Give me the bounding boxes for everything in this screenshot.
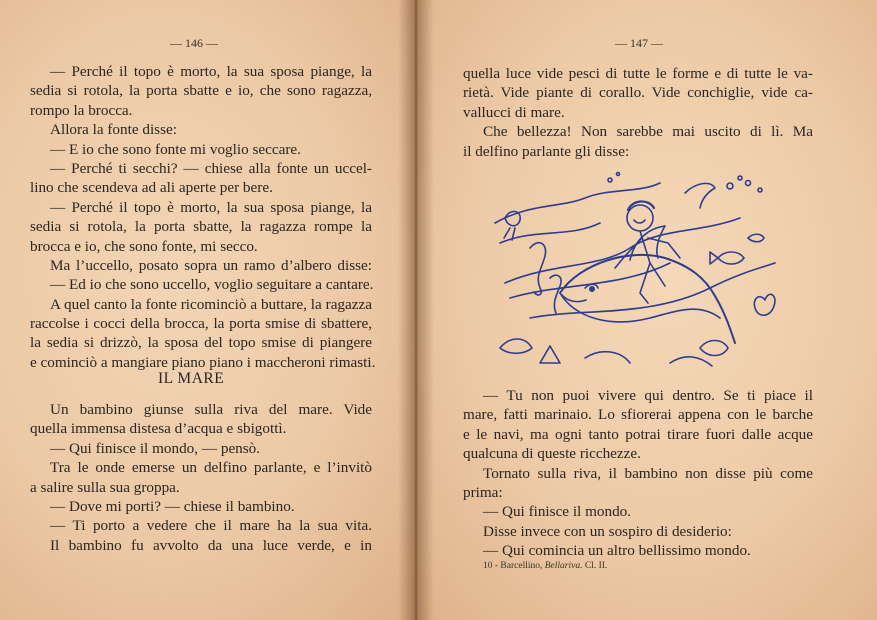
dolphin-illustration <box>490 168 780 373</box>
right-page-text-top <box>463 64 813 161</box>
text-line: Tornato sulla riva, il bambino non disse più come <box>483 464 813 482</box>
page-number-left: — 146 — <box>170 36 218 50</box>
text-line: — Perché ti secchi? — chiese alla fonte un uccel- <box>50 159 372 177</box>
text-line: Allora la fonte disse: <box>50 121 177 139</box>
text-line: a salire sulla sua groppa. <box>30 478 180 496</box>
text-line: raccolse i cocci della brocca, la porta smise di sbattere, <box>30 315 372 333</box>
text-line: Che bellezza! Non sarebbe mai uscito di lì. Ma <box>483 123 813 141</box>
page-number-right: — 147 — <box>615 36 663 50</box>
page-footer <box>483 561 607 571</box>
text-line: Un bambino giunse sulla riva del mare. Vide <box>50 401 372 418</box>
footer-title: Bellariva. <box>544 561 583 571</box>
text-line: — Qui finisce il mondo. <box>483 503 632 521</box>
footer-class: Cl. II. <box>584 561 608 571</box>
left-page-text-bottom <box>30 400 372 555</box>
section-heading: IL MARE <box>158 370 225 387</box>
book-gutter <box>398 0 434 620</box>
text-line: A quel canto la fonte ricominciò a buttare, la ragazza <box>50 295 372 313</box>
text-line: Ma l’uccello, posato sopra un ramo d’albero disse: <box>50 256 372 274</box>
text-line: — Qui finisce il mondo, — pensò. <box>50 439 261 457</box>
text-line: sedia si rotola, la porta sbatte, la ragazza rompe la <box>30 218 372 236</box>
text-line: — Perché il topo è morto, la sua sposa piange, la <box>50 63 372 80</box>
left-page <box>0 0 415 620</box>
text-line: quella immensa distesa d’acqua e sbigottì. <box>30 420 287 438</box>
text-line: Disse invece con un sospiro di desiderio: <box>483 522 732 540</box>
text-line: la sedia si drizzò, la sposa del topo smise di piangere <box>30 334 372 352</box>
text-line: e cominciò a mangiare piano piano i maccheroni rimasti. <box>30 353 376 371</box>
text-line: prima: <box>463 483 503 501</box>
text-line: — Perché il topo è morto, la sua sposa piange, la <box>50 198 372 216</box>
text-line: — Qui comincia un altro bellissimo mondo. <box>483 542 751 560</box>
text-line: — Ed io che sono uccello, voglio seguitare a cantare. <box>50 276 374 294</box>
text-line: e le navi, ma ogni tanto potrai tirare fuori dalle acque <box>463 425 813 443</box>
text-line: — Dove mi porti? — chiese il bambino. <box>50 497 295 515</box>
text-line: il delfino parlante gli disse: <box>463 142 630 160</box>
text-line: — E io che sono fonte mi voglio seccare. <box>50 140 301 158</box>
text-line: qualcuna di queste ricchezze. <box>463 445 641 463</box>
text-line: Il bambino fu avvolto da una luce verde, e in <box>50 536 372 554</box>
text-line: rompo la brocca. <box>30 101 133 119</box>
text-line: — Tu non puoi vivere qui dentro. Se ti piace il <box>483 387 813 404</box>
text-line: quella luce vide pesci di tutte le forme e di tutte le va- <box>463 65 813 82</box>
text-line: vallucci di mare. <box>463 103 565 121</box>
text-line: — Ti porto a vedere che il mare ha la sua vita. <box>50 517 372 535</box>
text-line: rietà. Vide piante di corallo. Vide conchiglie, vide ca- <box>463 84 813 102</box>
footer-author: 10 - Barcellino, <box>483 561 543 571</box>
text-line: brocca e io, che sono fonte, mi secco. <box>30 237 258 255</box>
right-page-text-bottom <box>463 386 813 561</box>
text-line: Tra le onde emerse un delfino parlante, e l’invitò <box>50 459 372 477</box>
text-line: lino che scendeva ad ali aperte per bere. <box>30 179 273 197</box>
left-page-text-top <box>30 62 376 372</box>
text-line: sedia si rotola, la porta sbatte e io, che sono ragazza, <box>30 82 372 100</box>
text-line: mare, fatti marinaio. Lo sfiorerai appena con le barche <box>463 406 813 424</box>
